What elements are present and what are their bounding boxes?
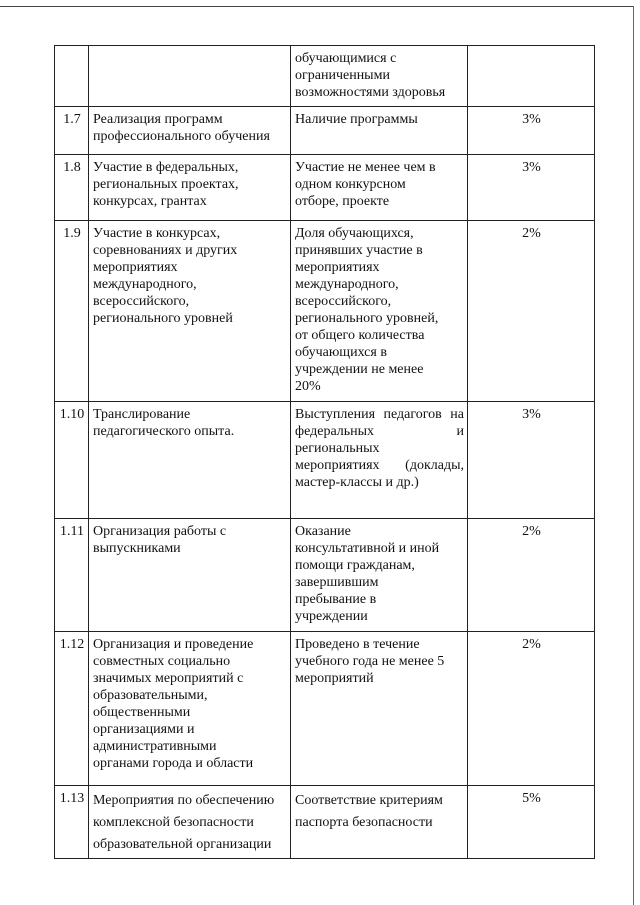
criterion-value: 5% bbox=[468, 786, 595, 859]
row-number: 1.8 bbox=[55, 155, 89, 221]
criterion-indicator: Доля обучающихся, принявших участие в мероприятиях международного, всероссийского, регионального уровней, от общего количества обучающихся в учреждении не менее 20% bbox=[291, 221, 468, 402]
table-row bbox=[55, 155, 595, 221]
row-number: 1.10 bbox=[55, 402, 89, 519]
criterion-name bbox=[89, 46, 291, 107]
criterion-name: Организация работы с выпускниками bbox=[89, 519, 291, 632]
criterion-indicator: Оказание консультативной и иной помощи гражданам, завершившим пребывание в учреждении bbox=[291, 519, 468, 632]
criterion-indicator: Проведено в течение учебного года не менее 5 мероприятий bbox=[291, 632, 468, 786]
criterion-name: Реализация программ профессионального обучения bbox=[89, 107, 291, 155]
criterion-name: Транслирование педагогического опыта. bbox=[89, 402, 291, 519]
row-number: 1.12 bbox=[55, 632, 89, 786]
criterion-indicator: Соответствие критериям паспорта безопасности bbox=[291, 786, 468, 859]
row-number: 1.11 bbox=[55, 519, 89, 632]
table-row bbox=[55, 107, 595, 155]
table-row bbox=[55, 402, 595, 519]
criterion-indicator: обучающимися с ограниченными возможностями здоровья bbox=[291, 46, 468, 107]
criterion-value: 3% bbox=[468, 402, 595, 519]
criterion-value: 3% bbox=[468, 155, 595, 221]
criterion-name: Участие в федеральных, региональных проектах, конкурсах, грантах bbox=[89, 155, 291, 221]
criterion-value: 2% bbox=[468, 221, 595, 402]
criterion-indicator: Выступления педагогов на федеральных и региональных мероприятиях (доклады, мастер-классы и др.) bbox=[291, 402, 468, 519]
criterion-value: 2% bbox=[468, 632, 595, 786]
table-row bbox=[55, 786, 595, 859]
page-right-edge bbox=[633, 6, 634, 905]
criterion-indicator: Участие не менее чем в одном конкурсном отборе, проекте bbox=[291, 155, 468, 221]
criterion-name: Мероприятия по обеспечению комплексной безопасности образовательной организации bbox=[89, 786, 291, 859]
row-number: 1.9 bbox=[55, 221, 89, 402]
row-number bbox=[55, 46, 89, 107]
criterion-value: 2% bbox=[468, 519, 595, 632]
criterion-value bbox=[468, 46, 595, 107]
criterion-value: 3% bbox=[468, 107, 595, 155]
table-row bbox=[55, 519, 595, 632]
table-row bbox=[55, 221, 595, 402]
table-row bbox=[55, 632, 595, 786]
row-number: 1.7 bbox=[55, 107, 89, 155]
criterion-name: Организация и проведение совместных социально значимых мероприятий с образовательными, общественными организациями и административными органами города и области bbox=[89, 632, 291, 786]
criterion-name: Участие в конкурсах, соревнованиях и других мероприятиях международного, всероссийского, регионального уровней bbox=[89, 221, 291, 402]
table-row bbox=[55, 46, 595, 107]
criteria-table bbox=[54, 45, 595, 859]
criterion-indicator: Наличие программы bbox=[291, 107, 468, 155]
page-top-rule bbox=[0, 6, 634, 7]
row-number: 1.13 bbox=[55, 786, 89, 859]
